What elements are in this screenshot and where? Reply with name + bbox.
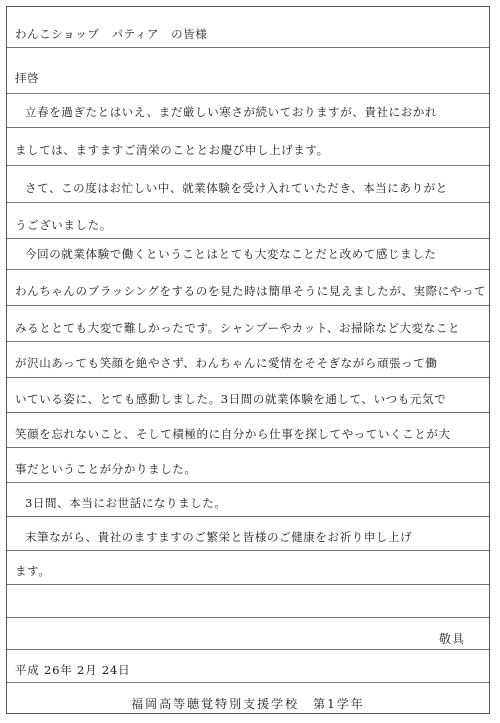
letter-line: 3日間、本当にお世話になりました。	[25, 496, 227, 510]
letter-line: さて、この度はお忙しい中、就業体験を受け入れていただき、本当にありがと	[25, 181, 448, 195]
ruled-line	[7, 550, 489, 551]
ruled-line	[7, 305, 489, 306]
school-signature: 福岡高等聴覚特別支援学校 第1学年	[131, 697, 365, 711]
closing-word: 敬具	[438, 632, 465, 646]
letter-line: 立春を過ぎたとはいえ、まだ厳しい寒さが続いておりますが、貴社におかれ	[25, 105, 438, 119]
ruled-line	[7, 165, 489, 166]
ruled-line	[7, 412, 489, 413]
letter-line: 事だということが分かりました。	[15, 462, 197, 476]
letter-line: いている姿に、とても感動しました。3日間の就業体験を通して、いつも元気で	[15, 392, 447, 406]
ruled-line	[7, 482, 489, 483]
letter-line: が沢山あっても笑顔を絶やさず、わんちゃんに愛情をそそぎながら頑張って働	[15, 356, 438, 370]
ruled-line	[7, 341, 489, 342]
letter-line: 今回の就業体験で働くということはとても大変なことだと改めて感じました	[25, 247, 437, 261]
letter-line: みるととても大変で難しかったです。シャンプーやカット、お掃除など大変なこと	[15, 321, 461, 335]
ruled-line	[7, 584, 489, 585]
opening-greeting: 拝啓	[15, 71, 40, 85]
ruled-line	[7, 127, 489, 128]
ruled-line	[7, 649, 489, 650]
letter-line: ます。	[15, 564, 51, 578]
ruled-line	[7, 617, 489, 618]
ruled-line	[7, 269, 489, 270]
letter-date: 平成 26年 2月 24日	[15, 663, 131, 677]
ruled-line	[7, 93, 489, 94]
letter-line: 末筆ながら、貴社のますますのご繁栄と皆様のご健康をお祈り申し上げ	[25, 530, 413, 544]
letter-sheet	[6, 6, 490, 714]
ruled-line	[7, 238, 489, 239]
ruled-line	[7, 682, 489, 683]
addressee: わんこショップ パティア の皆様	[15, 27, 208, 41]
ruled-line	[7, 447, 489, 448]
letter-line: わんちゃんのブラッシングをするのを見た時は簡単そうに見えましたが、実際にやって	[15, 284, 487, 298]
ruled-line	[7, 516, 489, 517]
letter-line: 笑顔を忘れないこと、そして積極的に自分から仕事を探してやっていくことが大	[15, 427, 451, 441]
letter-line: うございました。	[15, 218, 112, 232]
ruled-line	[7, 47, 489, 48]
letter-line: ましては、ますますご清栄のこととお慶び申し上げます。	[15, 143, 329, 157]
ruled-line	[7, 202, 489, 203]
ruled-line	[7, 377, 489, 378]
